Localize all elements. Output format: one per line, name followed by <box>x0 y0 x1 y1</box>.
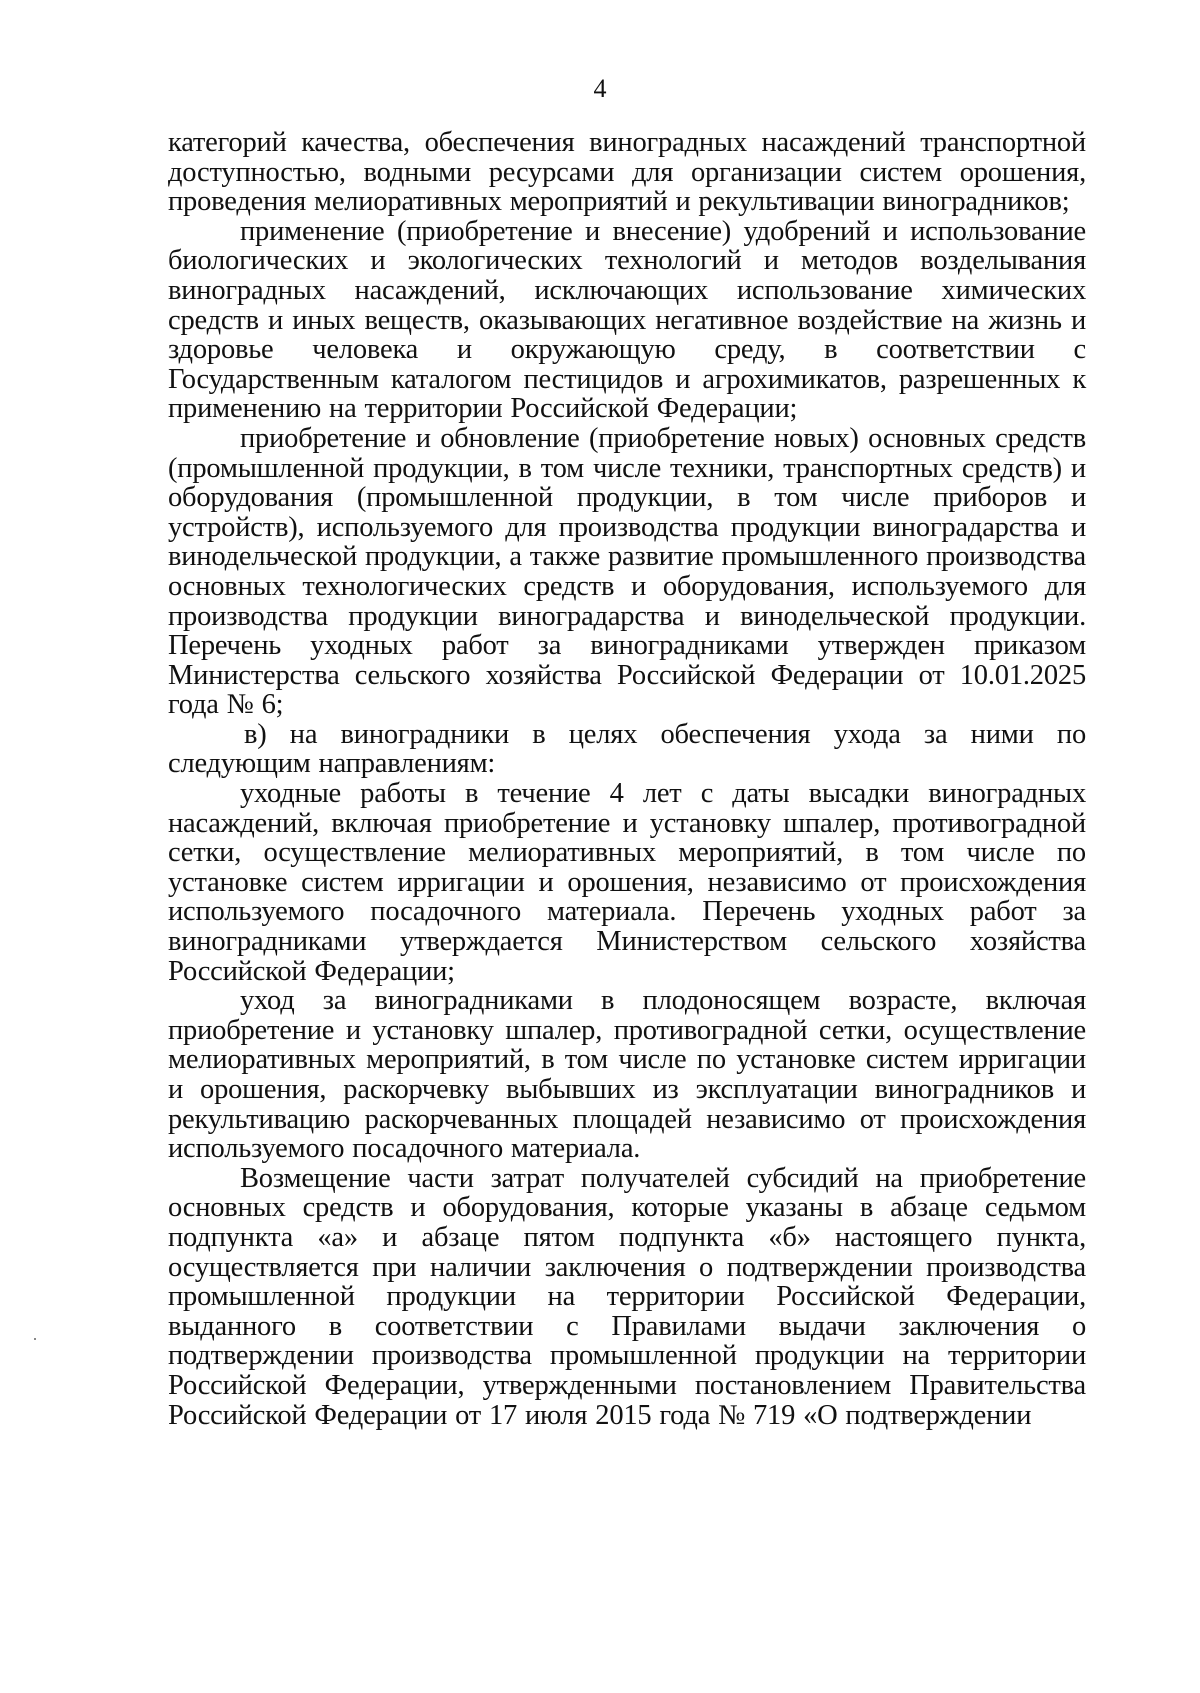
paragraph-fixed-assets: приобретение и обновление (приобретение новых) основных средств (промышленной продукции, в том числе техники, транспортных средств) и оборудования (промышленной продукции, в том числе приборов и устройств), используемого для производства продукции виноградарства и винодельческой продукции, а также развитие промышленного производства основных технологических средств и оборудования, используемого для производства продукции виноградарства и винодельческой продукции. Перечень уходных работ за виноградниками утвержден приказом Министерства сельского хозяйства Российской Федерации от 10.01.2025 года № 6; <box>168 422 1086 721</box>
paragraph-fruiting-care: уход за виноградниками в плодоносящем возрасте, включая приобретение и установку шпалер, противоградной сетки, осуществление мелиоративных мероприятий, в том числе по установке систем ирригации и орошения, раскорчевку выбывших из эксплуатации виноградников и рекультивацию раскорчеванных площадей независимо от происхождения используемого посадочного материала. <box>168 985 1086 1165</box>
paragraph-fertilizers: применение (приобретение и внесение) удобрений и использование биологических и экологических технологий и методов возделывания виноградных насаждений, исключающих использование химических средств и иных веществ, оказывающих негативное воздействие на жизнь и здоровье человека и окружающую среду, в соответствии с Государственным каталогом пестицидов и агрохимикатов, разрешенных к применению на территории Российской Федерации; <box>168 215 1086 425</box>
scan-speck <box>34 1338 36 1340</box>
page-number: 4 <box>593 74 607 103</box>
paragraph-continuation: категорий качества, обеспечения виноградных насаждений транспортной доступностью, водными ресурсами для организации систем орошения, проведения мелиоративных мероприятий и рекультивации виноградников; <box>168 127 1086 218</box>
paragraph-subitem-v: в) на виноградники в целях обеспечения ухода за ними по следующим направлениям: <box>168 718 1086 780</box>
paragraph-care-work: уходные работы в течение 4 лет с даты высадки виноградных насаждений, включая приобретение и установку шпалер, противоградной сетки, осуществление мелиоративных мероприятий, в том числе по установке систем ирригации и орошения, независимо от происхождения используемого посадочного материала. Перечень уходных работ за виноградниками утверждается Министерством сельского хозяйства Российской Федерации; <box>168 778 1086 987</box>
document-body <box>168 128 1086 1430</box>
paragraph-reimbursement: Возмещение части затрат получателей субсидий на приобретение основных средств и оборудования, которые указаны в абзаце седьмом подпункта «а» и абзаце пятом подпункта «б» настоящего пункта, осуществляется при наличии заключения о подтверждении производства промышленной продукции на территории Российской Федерации, выданного в соответствии с Правилами выдачи заключения о подтверждении производства промышленной продукции на территории Российской Федерации, утвержденными постановлением Правительства Российской Федерации от 17 июля 2015 года № 719 «О подтверждении <box>168 1162 1086 1431</box>
